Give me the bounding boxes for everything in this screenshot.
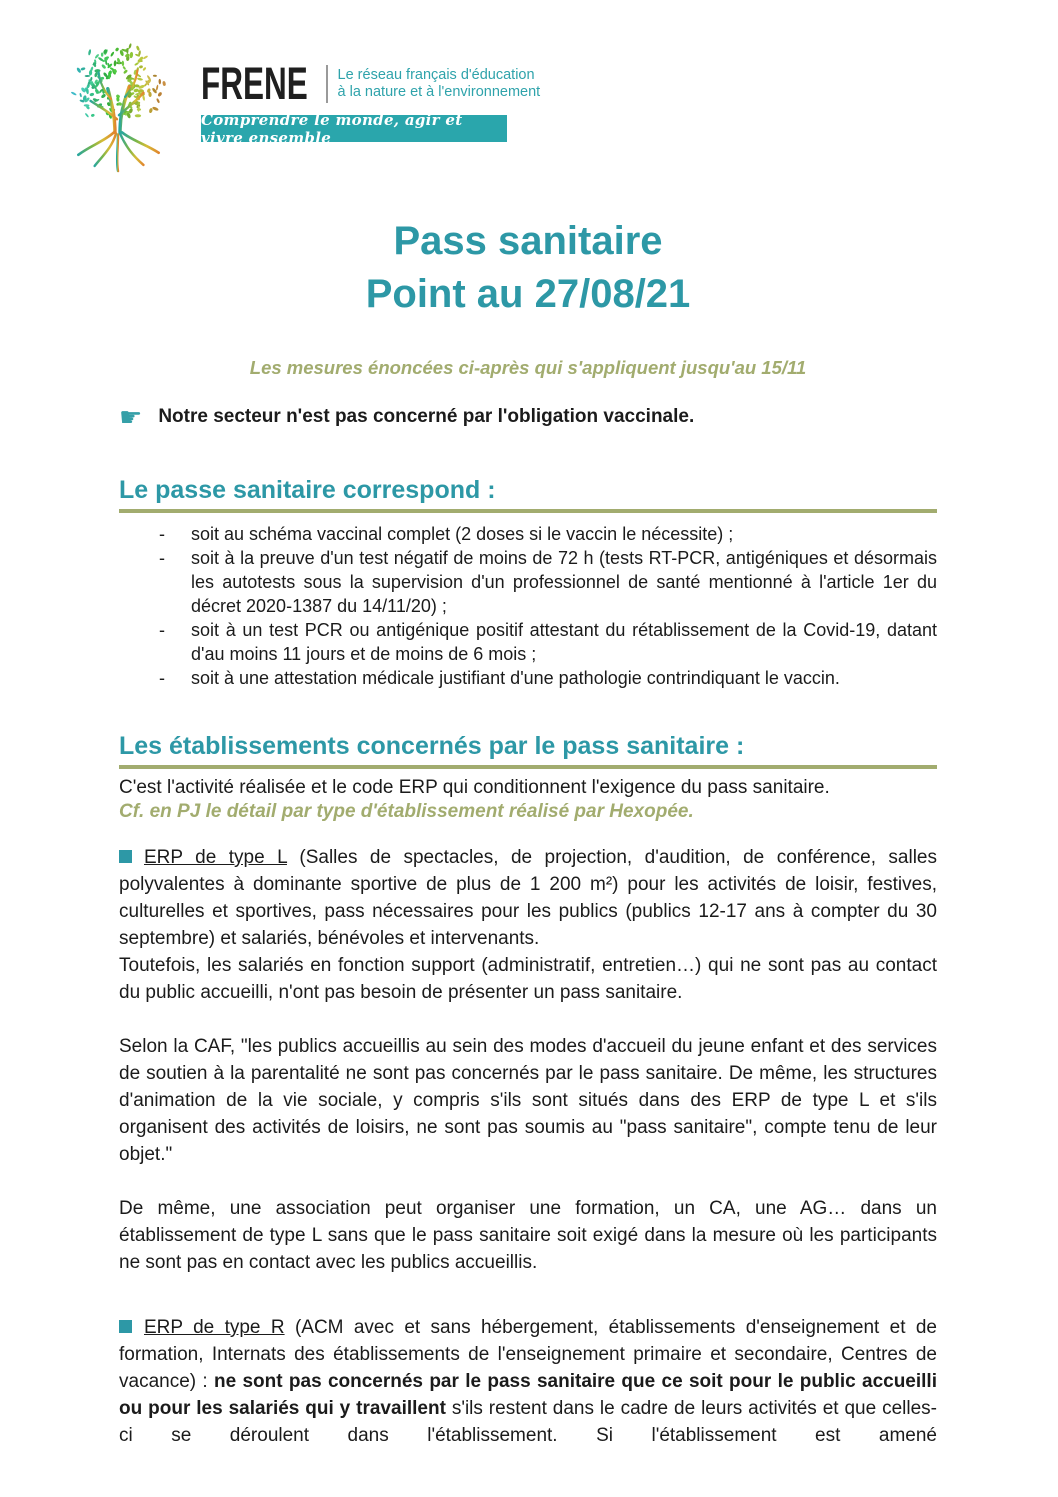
caf-quote-paragraph: Selon la CAF, "les publics accueillis au sein des modes d'accueil du jeune enfant et des services de soutien à la parentalité ne sont pas concernés par le pass sanitaire. De même, les structures d'animation de la vie sociale, y compris s'ils sont situés dans des ERP de type L et s'ils organisent des activités de loisirs, ne sont pas soumis au "pass sanitaire", compte tenu de leur objet.": [119, 1036, 937, 1165]
erp-l-paragraph: [119, 844, 937, 952]
tree-leaves: [71, 43, 167, 119]
page-title-line2: Point au 27/08/21: [365, 272, 691, 316]
subtitle: Les mesures énoncées ci-après qui s'appliquent jusqu'au 15/11: [249, 357, 807, 378]
erp-r-text1: (ACM avec et sans hébergement, établissements d'enseignement et de formation, Internats des établissements de l'enseignement primaire et secondaire, Centres de vacance) :: [119, 1317, 937, 1392]
list-item-text: soit à un test PCR ou antigénique positif attestant du rétablissement de la Covid-19, datant d'au moins 11 jours et de moins de 6 mois ;: [191, 620, 937, 664]
logo-tagline-line1: Le réseau français d'éducation: [337, 66, 535, 83]
erp-r-paragraph: [119, 1314, 937, 1449]
erp-r-lead: ERP de type R: [144, 1317, 285, 1338]
list-item: [119, 546, 937, 618]
erp-l-lead: ERP de type L: [144, 847, 287, 868]
section2-intro: C'est l'activité réalisée et le code ERP qui conditionnent l'exigence du pass sanitaire.: [119, 777, 830, 798]
dash-bullet: -: [159, 668, 165, 688]
bullet-square-icon: [119, 1320, 132, 1333]
association-paragraph: De même, une association peut organiser une formation, un CA, une AG… dans un établissement de type L sans que le pass sanitaire soit exigé dans la mesure où les participants ne sont pas en contact avec les publics accueillis.: [119, 1198, 937, 1273]
list-item-text: soit à une attestation médicale justifiant d'une pathologie contrindiquant le vaccin.: [191, 668, 840, 688]
dash-bullet: -: [159, 548, 165, 568]
frene-logo: [57, 35, 937, 185]
pointing-hand-icon: ☛: [119, 402, 143, 432]
section2-heading: Les établissements concernés par le pass sanitaire :: [119, 732, 745, 760]
dash-bullet: -: [159, 620, 165, 640]
page-title-line1: Pass sanitaire: [393, 219, 663, 263]
logo-tagline: [338, 67, 541, 101]
erp-r-bold: ne sont pas concernés par le pass sanitaire que ce soit pour le public accueilli ou pour les salariés qui y travaillent: [119, 1371, 937, 1419]
bullet-square-icon: [119, 850, 132, 863]
callout: [119, 402, 937, 432]
pass-criteria-list: [119, 522, 937, 690]
section2-rule: [119, 765, 937, 769]
frene-logo-tree: [57, 35, 179, 179]
erp-l-text: (Salles de spectacles, de projection, d'audition, de conférence, salles polyvalentes à dominante sportive de plus de 1 200 m²) pour les activités de loisir, festives, culturelles et sportives, pass nécessaires pour les publics (publics 12-17 ans à compter du 30 septembre) et salariés, bénévoles et intervenants.: [119, 847, 937, 949]
section1-heading: Le passe sanitaire correspond :: [119, 476, 496, 504]
section1-rule: [119, 509, 937, 513]
dash-bullet: -: [159, 524, 165, 544]
callout-text: Notre secteur n'est pas concerné par l'obligation vaccinale.: [158, 406, 695, 427]
page-title: [119, 215, 937, 321]
tree-trunk-roots: [78, 70, 158, 171]
list-item: [119, 618, 937, 666]
list-item: [119, 522, 937, 546]
list-item: [119, 666, 937, 690]
list-item-text: soit au schéma vaccinal complet (2 doses si le vaccin le nécessite) ;: [191, 524, 734, 544]
logo-brand-text: FRENE: [201, 58, 308, 109]
logo-divider: [326, 65, 328, 103]
erp-r-text2: s'ils restent dans le cadre de leurs activités et que celles-ci se déroulent dans l'établissement. Si l'établissement est amené: [119, 1398, 937, 1446]
logo-tagline-line2: à la nature et à l'environnement: [337, 83, 541, 100]
list-item-text: soit à la preuve d'un test négatif de moins de 72 h (tests RT-PCR, antigéniques et désormais les autotests sous la supervision d'un professionnel de santé mentionné à l'article 1er du décret 2020-1387 du 14/11/20) ;: [191, 548, 937, 616]
logo-banner: Comprendre le monde, agir et vivre ensemble: [201, 115, 507, 142]
section2-note: Cf. en PJ le détail par type d'établissement réalisé par Hexopée.: [119, 801, 694, 822]
erp-l-support-paragraph: Toutefois, les salariés en fonction support (administratif, entretien…) qui ne sont pas au contact du public accueilli, n'ont pas besoin de présenter un pass sanitaire.: [119, 955, 937, 1003]
logo-text-block: [201, 58, 541, 147]
